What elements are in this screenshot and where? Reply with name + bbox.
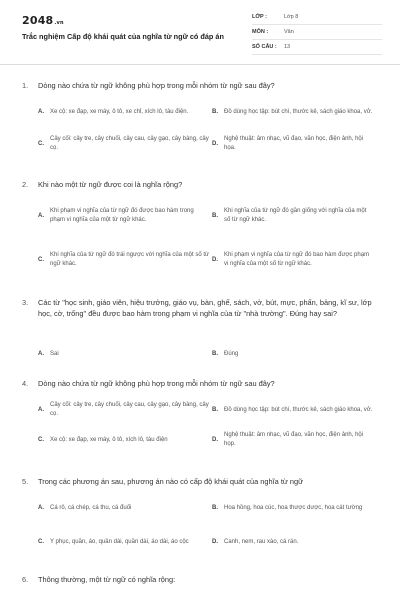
option-a[interactable] [38, 102, 210, 122]
option-letter: A. [38, 109, 44, 115]
option-a[interactable] [38, 498, 210, 518]
meta-key: LỚP : [252, 14, 267, 20]
question-number: 6. [22, 575, 29, 584]
question-number: 2. [22, 180, 29, 189]
question-number: 3. [22, 298, 29, 307]
option-letter: A. [38, 351, 44, 357]
option-a[interactable] [38, 201, 210, 231]
meta-key: MÔN : [252, 29, 269, 35]
option-text: Khi phạm vi nghĩa của từ ngữ đó được bao hàm trong phạm vi nghĩa của một từ ngữ khác. [50, 208, 194, 223]
option-b[interactable] [212, 102, 374, 122]
question-number: 4. [22, 379, 29, 388]
question-text-row [22, 378, 382, 389]
question-text: Các từ "học sinh, giáo viên, hiệu trưởng, giáo vụ, bàn, ghế, sách, vở, bút, mực, phấn, bảng, kĩ sư, lớp học, cờ, trống" đều được bao hàm trong phạm vi nghĩa của từ "nhà trường". Đúng hay sai? [38, 298, 372, 318]
option-letter: A. [38, 213, 44, 219]
question-text: Thông thường, một từ ngữ có nghĩa rộng: [38, 575, 176, 584]
option-text: Cây cối: cây tre, cây chuối, cây cau, cây gạo, cây bàng, cây cọ. [50, 402, 209, 417]
option-text: Canh, nem, rau xào, cá rán. [224, 538, 299, 545]
option-text: Cây cối: cây tre, cây chuối, cây cau, cây gạo, cây bàng, cây cọ. [50, 136, 209, 151]
option-letter: B. [212, 407, 218, 413]
quiz-meta [252, 10, 382, 55]
option-text: Đúng [224, 350, 239, 357]
logo-suffix: .vn [54, 20, 64, 26]
question-3 [22, 297, 382, 357]
option-a[interactable] [38, 400, 210, 420]
option-text: Đồ dùng học tập: bút chì, thước kẻ, sách giáo khoa, vở. [224, 406, 373, 413]
question-text-row [22, 80, 382, 91]
meta-key: SỐ CÂU : [252, 44, 277, 50]
question-number: 1. [22, 81, 29, 90]
option-text: Xe cộ: xe đạp, xe máy, ô tô, xích lô, tàu điện [50, 436, 168, 443]
option-text: Hoa hồng, hoa cúc, hoa thược dược, hoa cát tường [224, 504, 363, 511]
option-b[interactable] [212, 347, 374, 361]
option-c[interactable] [38, 245, 210, 275]
logo-main: 2048 [22, 14, 54, 27]
meta-class [252, 10, 382, 25]
question-5 [22, 476, 382, 545]
option-letter: D. [212, 257, 218, 263]
option-letter: D. [212, 539, 218, 545]
question-text-row [22, 574, 382, 585]
option-b[interactable] [212, 400, 374, 420]
option-letter: B. [212, 109, 218, 115]
option-d[interactable] [212, 134, 374, 154]
meta-subject [252, 25, 382, 40]
meta-value: Lớp 8 [284, 14, 299, 20]
option-letter: C. [38, 141, 44, 147]
option-text: Cá rô, cá chép, cá thu, cá đuối [50, 504, 132, 511]
question-6 [22, 574, 382, 585]
option-text: Nghệ thuật: âm nhạc, vũ đạo, văn học, điện ảnh, hội họp. [224, 432, 364, 447]
option-letter: B. [212, 213, 218, 219]
meta-value: Văn [284, 29, 294, 35]
option-c[interactable] [38, 430, 210, 450]
option-text: Xe cộ: xe đạp, xe máy, ô tô, xe chỉ, xích lô, tàu điện. [50, 108, 189, 115]
question-4 [22, 378, 382, 447]
option-text: Y phục, quần, áo, quần dài, quần dài, áo dài, áo cộc [50, 538, 189, 545]
option-text: Khi nghĩa của từ ngữ đó trái ngược với nghĩa của một số từ ngữ khác. [50, 252, 210, 267]
option-letter: A. [38, 505, 44, 511]
option-b[interactable] [212, 201, 374, 231]
option-text: Đồ dùng học tập: bút chì, thước kẻ, sách giáo khoa, vở. [224, 108, 373, 115]
question-2 [22, 179, 382, 267]
option-text: Khi nghĩa của từ ngữ đó gần giống với nghĩa của một số từ ngữ khác. [224, 208, 367, 223]
option-letter: D. [212, 437, 218, 443]
quiz-title: Trắc nghiệm Cấp độ khái quát của nghĩa từ ngữ có đáp án [22, 32, 224, 41]
option-letter: C. [38, 539, 44, 545]
option-letter: A. [38, 407, 44, 413]
option-text: Khi phạm vi nghĩa của từ ngữ đó bao hàm được phạm vi nghĩa của một số từ ngữ khác. [224, 252, 370, 267]
option-a[interactable] [38, 347, 210, 361]
question-text: Dòng nào chứa từ ngữ không phù hợp trong mỗi nhóm từ ngữ sau đây? [38, 379, 275, 388]
site-logo[interactable] [22, 14, 64, 27]
option-d[interactable] [212, 430, 374, 450]
option-c[interactable] [38, 532, 210, 552]
question-text: Khi nào một từ ngữ được coi là nghĩa rộng? [38, 180, 183, 189]
question-number: 5. [22, 477, 29, 486]
option-text: Sai [50, 350, 59, 357]
option-letter: C. [38, 257, 44, 263]
option-b[interactable] [212, 498, 374, 518]
option-d[interactable] [212, 245, 374, 275]
meta-count [252, 40, 382, 55]
option-letter: B. [212, 351, 218, 357]
meta-value: 13 [284, 44, 291, 50]
question-text-row [22, 297, 382, 319]
page-header [0, 0, 400, 65]
option-c[interactable] [38, 134, 210, 154]
question-text-row [22, 179, 382, 190]
option-text: Nghệ thuật: âm nhạc, vũ đạo, văn học, điện ảnh, hội họa. [224, 136, 364, 151]
option-letter: B. [212, 505, 218, 511]
question-1 [22, 80, 382, 151]
option-letter: C. [38, 437, 44, 443]
question-text-row [22, 476, 382, 487]
question-text: Dòng nào chứa từ ngữ không phù hợp trong mỗi nhóm từ ngữ sau đây? [38, 81, 275, 90]
option-d[interactable] [212, 532, 374, 552]
option-letter: D. [212, 141, 218, 147]
question-text: Trong các phương án sau, phương án nào có cấp độ khái quát của nghĩa từ ngữ [38, 477, 304, 486]
